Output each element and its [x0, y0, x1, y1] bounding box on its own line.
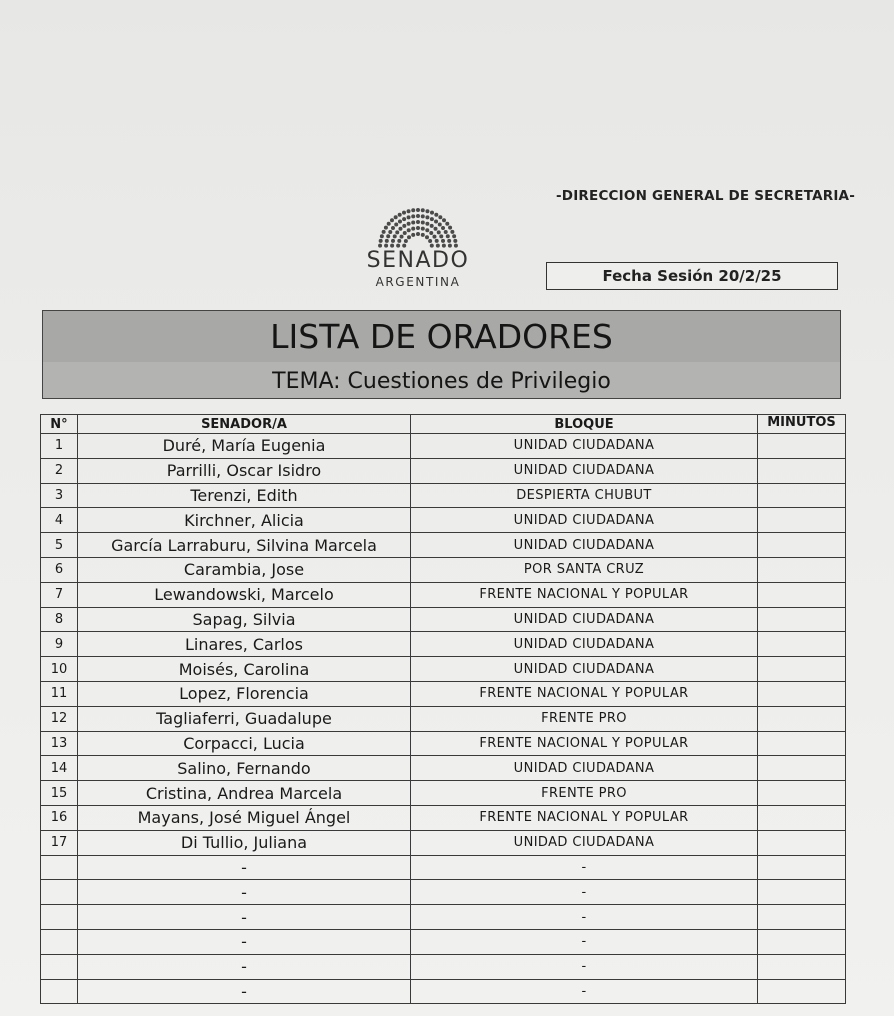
row-minutos [758, 905, 846, 930]
row-minutos [758, 632, 846, 657]
row-minutos [758, 954, 846, 979]
table-row [41, 781, 846, 806]
row-senador: Moisés, Carolina [78, 657, 411, 682]
col-bloque-header: BLOQUE [411, 415, 758, 434]
row-number: 7 [41, 582, 78, 607]
row-senador: - [78, 954, 411, 979]
row-senador: - [78, 979, 411, 1004]
row-senador: Tagliaferri, Guadalupe [78, 706, 411, 731]
row-bloque: FRENTE NACIONAL Y POPULAR [411, 582, 758, 607]
page-title: LISTA DE ORADORES [42, 310, 841, 364]
row-bloque: FRENTE NACIONAL Y POPULAR [411, 731, 758, 756]
table-row [41, 607, 846, 632]
table-row [41, 533, 846, 558]
row-minutos [758, 830, 846, 855]
row-senador: Sapag, Silvia [78, 607, 411, 632]
row-senador: - [78, 905, 411, 930]
col-senador-header: SENADOR/A [78, 415, 411, 434]
row-number [41, 855, 78, 880]
senado-logo [350, 200, 490, 295]
logo-country: ARGENTINA [375, 275, 461, 289]
table-row [41, 905, 846, 930]
tema-heading: TEMA: Cuestiones de Privilegio [42, 362, 841, 399]
row-minutos [758, 681, 846, 706]
direccion-heading: -DIRECCION GENERAL DE SECRETARIA- [556, 188, 856, 204]
row-bloque: POR SANTA CRUZ [411, 557, 758, 582]
row-senador: Corpacci, Lucia [78, 731, 411, 756]
row-number: 1 [41, 434, 78, 459]
row-minutos [758, 607, 846, 632]
row-senador: Lopez, Florencia [78, 681, 411, 706]
row-number: 9 [41, 632, 78, 657]
row-senador: Duré, María Eugenia [78, 434, 411, 459]
row-number: 8 [41, 607, 78, 632]
table-row [41, 681, 846, 706]
row-bloque: - [411, 929, 758, 954]
table-row [41, 582, 846, 607]
row-minutos [758, 880, 846, 905]
table-row [41, 979, 846, 1004]
table-header-row [41, 415, 846, 434]
row-minutos [758, 533, 846, 558]
row-bloque: UNIDAD CIUDADANA [411, 632, 758, 657]
row-senador: Terenzi, Edith [78, 483, 411, 508]
row-minutos [758, 483, 846, 508]
table-row [41, 632, 846, 657]
row-bloque: FRENTE NACIONAL Y POPULAR [411, 681, 758, 706]
table-row [41, 557, 846, 582]
row-number: 17 [41, 830, 78, 855]
row-minutos [758, 706, 846, 731]
row-minutos [758, 731, 846, 756]
row-bloque: - [411, 979, 758, 1004]
row-minutos [758, 557, 846, 582]
row-number: 15 [41, 781, 78, 806]
table-row [41, 508, 846, 533]
table-row [41, 929, 846, 954]
table-row [41, 954, 846, 979]
table-row [41, 706, 846, 731]
row-minutos [758, 781, 846, 806]
row-bloque: DESPIERTA CHUBUT [411, 483, 758, 508]
row-number: 10 [41, 657, 78, 682]
row-number [41, 954, 78, 979]
row-number [41, 979, 78, 1004]
table-row [41, 657, 846, 682]
row-bloque: - [411, 905, 758, 930]
row-bloque: UNIDAD CIUDADANA [411, 657, 758, 682]
row-number [41, 929, 78, 954]
table-row [41, 805, 846, 830]
row-bloque: - [411, 880, 758, 905]
row-minutos [758, 582, 846, 607]
row-senador: Carambia, Jose [78, 557, 411, 582]
table-row [41, 458, 846, 483]
table-row [41, 483, 846, 508]
row-number: 11 [41, 681, 78, 706]
row-minutos [758, 805, 846, 830]
table-row [41, 756, 846, 781]
row-senador: Parrilli, Oscar Isidro [78, 458, 411, 483]
col-minutos-header: MINUTOS [758, 415, 846, 434]
row-minutos [758, 855, 846, 880]
row-senador: Lewandowski, Marcelo [78, 582, 411, 607]
row-bloque: UNIDAD CIUDADANA [411, 458, 758, 483]
row-senador: - [78, 929, 411, 954]
row-bloque: UNIDAD CIUDADANA [411, 756, 758, 781]
row-number: 13 [41, 731, 78, 756]
row-bloque: UNIDAD CIUDADANA [411, 434, 758, 459]
row-bloque: UNIDAD CIUDADANA [411, 533, 758, 558]
row-minutos [758, 657, 846, 682]
row-senador: - [78, 880, 411, 905]
row-number: 5 [41, 533, 78, 558]
row-minutos [758, 434, 846, 459]
row-bloque: UNIDAD CIUDADANA [411, 830, 758, 855]
row-bloque: UNIDAD CIUDADANA [411, 607, 758, 632]
row-minutos [758, 756, 846, 781]
row-senador: García Larraburu, Silvina Marcela [78, 533, 411, 558]
table-row [41, 830, 846, 855]
row-bloque: FRENTE PRO [411, 706, 758, 731]
row-number [41, 905, 78, 930]
row-number [41, 880, 78, 905]
row-number: 4 [41, 508, 78, 533]
row-bloque: UNIDAD CIUDADANA [411, 508, 758, 533]
row-senador: - [78, 855, 411, 880]
row-minutos [758, 508, 846, 533]
row-senador: Di Tullio, Juliana [78, 830, 411, 855]
row-senador: Kirchner, Alicia [78, 508, 411, 533]
table-row [41, 731, 846, 756]
row-number: 16 [41, 805, 78, 830]
row-bloque: FRENTE PRO [411, 781, 758, 806]
fecha-sesion: Fecha Sesión 20/2/25 [546, 262, 838, 290]
row-bloque: - [411, 855, 758, 880]
row-senador: Cristina, Andrea Marcela [78, 781, 411, 806]
row-bloque: - [411, 954, 758, 979]
logo-name: SENADO [366, 248, 470, 273]
row-number: 14 [41, 756, 78, 781]
row-minutos [758, 458, 846, 483]
table-row [41, 434, 846, 459]
row-number: 12 [41, 706, 78, 731]
row-number: 2 [41, 458, 78, 483]
row-minutos [758, 929, 846, 954]
senate-hemicycle-icon [372, 202, 464, 250]
row-senador: Mayans, José Miguel Ángel [78, 805, 411, 830]
row-number: 3 [41, 483, 78, 508]
row-bloque: FRENTE NACIONAL Y POPULAR [411, 805, 758, 830]
table-row [41, 855, 846, 880]
row-number: 6 [41, 557, 78, 582]
row-senador: Salino, Fernando [78, 756, 411, 781]
speakers-table [40, 414, 846, 1004]
row-minutos [758, 979, 846, 1004]
table-row [41, 880, 846, 905]
row-senador: Linares, Carlos [78, 632, 411, 657]
col-num-header: N° [41, 415, 78, 434]
